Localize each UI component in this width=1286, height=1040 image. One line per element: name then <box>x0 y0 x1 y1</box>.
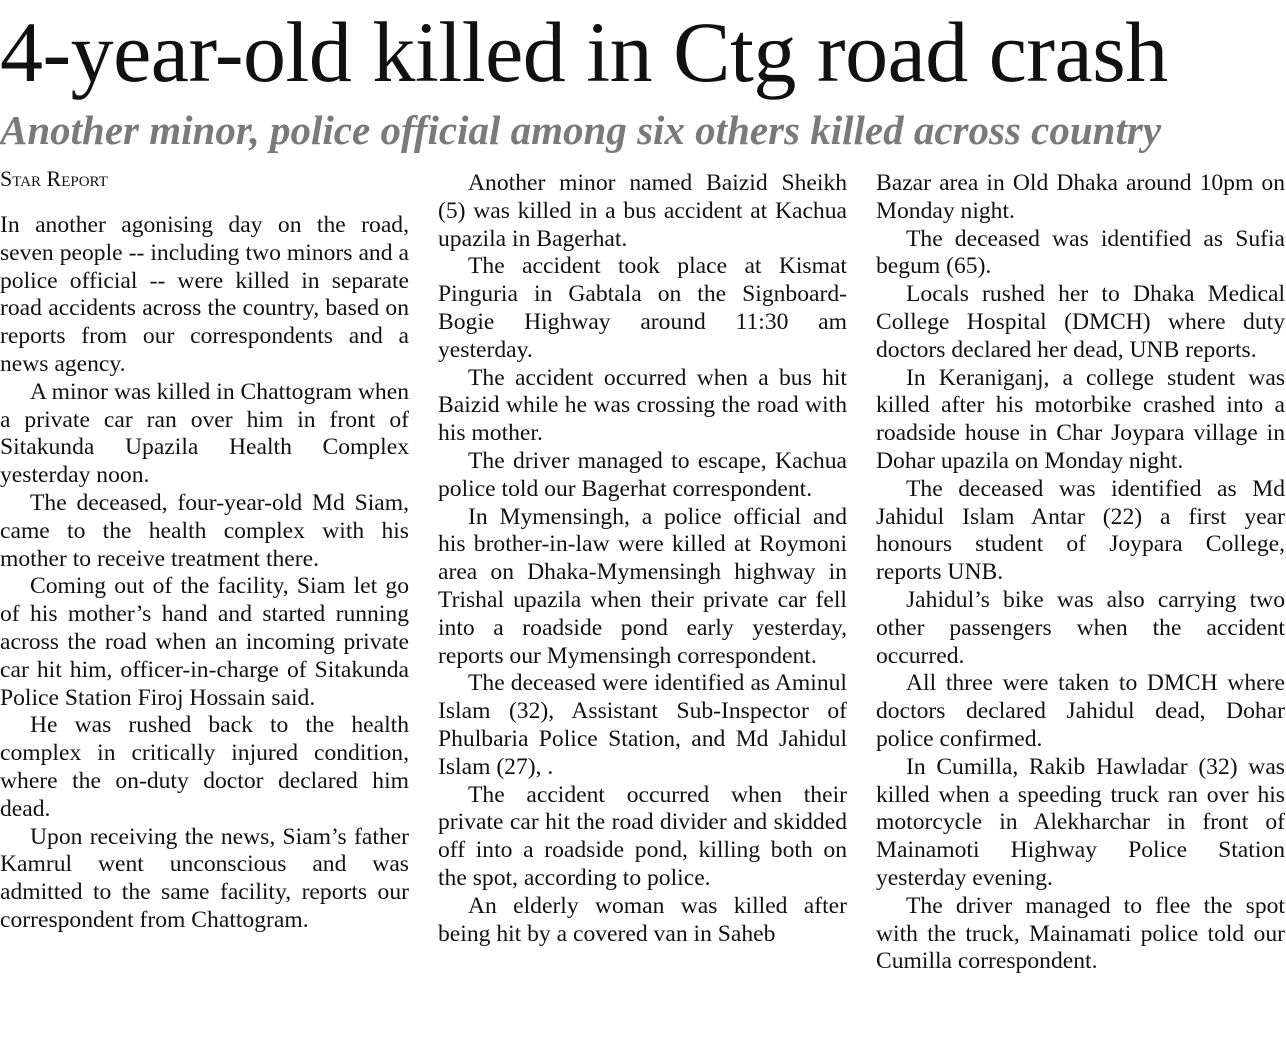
paragraph: The accident occurred when their private car hit the road divider and skidded off into a roadside pond, killing both on the spot, according to police. <box>438 781 847 891</box>
paragraph: In Keraniganj, a college student was killed after his motorbike crashed into a roadside house in Char Joypara village in Dohar upazila on Monday night. <box>876 364 1285 474</box>
paragraph: Bazar area in Old Dhaka around 10pm on Monday night. <box>876 170 1285 224</box>
article-column-2 <box>438 170 847 948</box>
paragraph: In Mymensingh, a police official and his brother-in-law were killed at Roymoni area on Dhaka-Mymensingh highway in Trishal upazila when their private car fell into a roadside pond early yesterday, reports our Mymensingh correspondent. <box>438 503 847 669</box>
article-column-1 <box>0 212 409 935</box>
paragraph: A minor was killed in Chattogram when a private car ran over him in front of Sitakunda Upazila Health Complex yesterday noon. <box>0 378 409 489</box>
paragraph: In another agonising day on the road, seven people -- including two minors and a police official -- were killed in separate road accidents across the country, based on reports from our correspondents and a news agency. <box>0 212 409 377</box>
subheadline: Another minor, police official among six others killed across country <box>0 107 1162 153</box>
paragraph: He was rushed back to the health complex in critically injured condition, where the on-duty doctor declared him dead. <box>0 712 409 822</box>
byline: Star Report <box>0 166 108 191</box>
paragraph: The accident occurred when a bus hit Baizid while he was crossing the road with his mother. <box>438 364 847 447</box>
paragraph: Coming out of the facility, Siam let go of his mother’s hand and started running across the road when an incoming private car hit him, officer-in-charge of Sitakunda Police Station Firoj Hossain said. <box>0 573 409 711</box>
paragraph: The driver managed to escape, Kachua police told our Bagerhat correspondent. <box>438 447 847 502</box>
paragraph: The driver managed to flee the spot with the truck, Mainamati police told our Cumilla correspondent. <box>876 892 1285 975</box>
paragraph: The deceased was identified as Sufia begum (65). <box>876 225 1285 280</box>
paragraph: In Cumilla, Rakib Hawladar (32) was killed when a speeding truck ran over his motorcycle in Alekharchar in front of Mainamoti Highway Police Station yesterday evening. <box>876 753 1285 891</box>
article-column-3 <box>876 170 1285 976</box>
paragraph: The deceased, four-year-old Md Siam, came to the health complex with his mother to receive treatment there. <box>0 489 409 572</box>
paragraph: All three were taken to DMCH where doctors declared Jahidul dead, Dohar police confirmed. <box>876 670 1285 752</box>
paragraph: The accident took place at Kismat Pinguria in Gabtala on the Signboard-Bogie Highway around 11:30 am yesterday. <box>438 253 847 363</box>
paragraph: An elderly woman was killed after being hit by a covered van in Saheb <box>438 892 847 947</box>
paragraph: Jahidul’s bike was also carrying two other passengers when the accident occurred. <box>876 586 1285 669</box>
paragraph: Upon receiving the news, Siam’s father Kamrul went unconscious and was admitted to the same facility, reports our correspondent from Chattogram. <box>0 823 409 933</box>
paragraph: Another minor named Baizid Sheikh (5) was killed in a bus accident at Kachua upazila in Bagerhat. <box>438 170 847 252</box>
paragraph: Locals rushed her to Dhaka Medical College Hospital (DMCH) where duty doctors declared her dead, UNB reports. <box>876 281 1285 363</box>
paragraph: The deceased were identified as Aminul Islam (32), Assistant Sub-Inspector of Phulbaria Police Station, and Md Jahidul Islam (27), . <box>438 670 847 780</box>
paragraph: The deceased was identified as Md Jahidul Islam Antar (22) a first year honours student of Joypara College, reports UNB. <box>876 475 1285 586</box>
headline: 4-year-old killed in Ctg road crash <box>0 4 1168 100</box>
